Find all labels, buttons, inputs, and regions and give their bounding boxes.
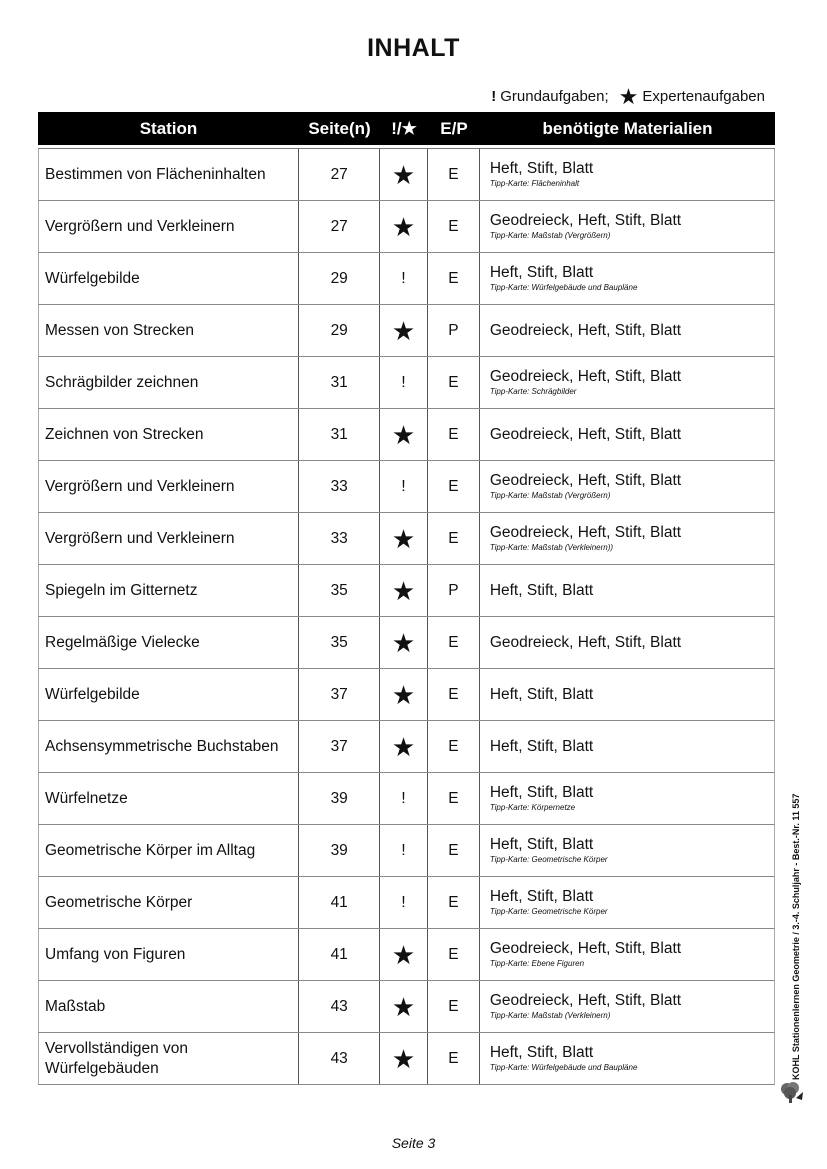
table-row	[38, 773, 775, 825]
page-number-cell: 43	[299, 1033, 380, 1084]
tipp-karte-note: Tipp-Karte: Würfelgebäude und Baupläne	[489, 1063, 638, 1072]
tipp-karte-note: Tipp-Karte: Maßstab (Verkleinern))	[489, 543, 614, 552]
station-name: Würfelgebilde	[39, 253, 299, 304]
star-icon: ★	[618, 84, 639, 109]
ep-cell: E	[428, 513, 480, 564]
page-number-cell: 41	[299, 929, 380, 980]
materials-text: Heft, Stift, Blatt	[489, 888, 594, 905]
star-icon	[380, 409, 428, 460]
materials-cell	[480, 461, 774, 512]
page-number: Seite 3	[391, 1135, 436, 1151]
ep-cell: E	[428, 669, 480, 720]
table-row	[38, 825, 775, 877]
table-row	[38, 357, 775, 409]
page-number-cell: 37	[299, 669, 380, 720]
materials-cell	[480, 929, 774, 980]
station-name: Vergrößern und Verkleinern	[39, 513, 299, 564]
star-icon	[380, 149, 428, 200]
materials-text: Heft, Stift, Blatt	[489, 264, 594, 281]
station-name: Schrägbilder zeichnen	[39, 357, 299, 408]
tipp-karte-note: Tipp-Karte: Ebene Figuren	[489, 959, 585, 968]
materials-cell	[480, 253, 774, 304]
grund-symbol: !	[401, 373, 406, 391]
ep-cell: E	[428, 773, 480, 824]
star-icon	[380, 929, 428, 980]
experten-symbol: ★	[391, 627, 416, 658]
grund-symbol: !	[401, 477, 406, 495]
materials-cell	[480, 617, 774, 668]
table-row	[38, 981, 775, 1033]
ep-cell: E	[428, 357, 480, 408]
materials-cell	[480, 877, 774, 928]
header-materialien: benötigte Materialien	[542, 118, 713, 138]
station-name: Spiegeln im Gitternetz	[39, 565, 299, 616]
materials-cell	[480, 305, 774, 356]
station-name: Vergrößern und Verkleinern	[39, 461, 299, 512]
experten-symbol: ★	[391, 211, 416, 242]
table-header	[38, 112, 775, 145]
materials-text: Geodreieck, Heft, Stift, Blatt	[489, 524, 682, 541]
materials-text: Heft, Stift, Blatt	[489, 737, 594, 755]
page-number-cell: 33	[299, 513, 380, 564]
table-row	[38, 565, 775, 617]
page-number-cell: 29	[299, 305, 380, 356]
header-ep: E/P	[440, 118, 468, 138]
materials-text: Heft, Stift, Blatt	[489, 685, 594, 703]
star-icon	[380, 201, 428, 252]
exclamation-icon	[380, 877, 428, 928]
sidebar-publisher	[789, 730, 807, 1080]
table-row	[38, 513, 775, 565]
header-seite: Seite(n)	[308, 118, 371, 138]
ep-cell: E	[428, 981, 480, 1032]
materials-text: Geodreieck, Heft, Stift, Blatt	[489, 212, 682, 229]
tipp-karte-note: Tipp-Karte: Würfelgebäude und Baupläne	[489, 283, 638, 292]
ep-cell: E	[428, 409, 480, 460]
ep-cell: P	[428, 565, 480, 616]
header-station: Station	[139, 118, 198, 138]
exclamation-icon	[380, 461, 428, 512]
station-name: Umfang von Figuren	[39, 929, 299, 980]
ep-cell: E	[428, 825, 480, 876]
materials-cell	[480, 773, 774, 824]
station-name: Geometrische Körper im Alltag	[39, 825, 299, 876]
exclamation-icon	[380, 773, 428, 824]
experten-symbol: ★	[391, 575, 416, 606]
page-number-cell: 35	[299, 565, 380, 616]
star-icon	[380, 513, 428, 564]
tipp-karte-note: Tipp-Karte: Maßstab (Vergrößern)	[489, 231, 611, 240]
table-row	[38, 721, 775, 773]
ep-cell: E	[428, 201, 480, 252]
star-icon	[380, 617, 428, 668]
ep-cell: P	[428, 305, 480, 356]
experten-symbol: ★	[391, 1043, 416, 1074]
ep-cell: E	[428, 1033, 480, 1084]
materials-cell	[480, 565, 774, 616]
ep-cell: E	[428, 253, 480, 304]
grund-symbol: !	[401, 893, 406, 911]
materials-text: Geodreieck, Heft, Stift, Blatt	[489, 992, 682, 1009]
page-number-cell: 37	[299, 721, 380, 772]
materials-text: Heft, Stift, Blatt	[489, 836, 594, 853]
station-name: Regelmäßige Vielecke	[39, 617, 299, 668]
experten-symbol: ★	[391, 523, 416, 554]
tree-logo-icon	[778, 1080, 804, 1104]
station-name: Zeichnen von Strecken	[39, 409, 299, 460]
experten-symbol: ★	[391, 419, 416, 450]
station-name: Bestimmen von Flächeninhalten	[39, 149, 299, 200]
star-icon	[380, 305, 428, 356]
legend	[491, 84, 765, 109]
page-number-cell: 41	[299, 877, 380, 928]
materials-cell	[480, 721, 774, 772]
star-icon	[380, 1033, 428, 1084]
materials-text: Geodreieck, Heft, Stift, Blatt	[489, 633, 682, 651]
page-number-cell: 31	[299, 357, 380, 408]
page-number-cell: 31	[299, 409, 380, 460]
page-number-cell: 35	[299, 617, 380, 668]
experten-symbol: ★	[391, 939, 416, 970]
exclamation-icon	[380, 825, 428, 876]
station-name: Geometrische Körper	[39, 877, 299, 928]
materials-text: Heft, Stift, Blatt	[489, 784, 594, 801]
sidebar-text: KOHL Stationenlernen Geometrie / 3.-4. Schuljahr - Best.-Nr. 11 557	[791, 793, 801, 1080]
table-row	[38, 253, 775, 305]
grund-symbol: !	[401, 789, 406, 807]
page-number-cell: 27	[299, 201, 380, 252]
table-row	[38, 305, 775, 357]
materials-cell	[480, 669, 774, 720]
grund-symbol: !	[401, 841, 406, 859]
ep-cell: E	[428, 721, 480, 772]
table-row	[38, 617, 775, 669]
page-number-cell: 27	[299, 149, 380, 200]
station-name: Vervollständigen von Würfelgebäuden	[39, 1033, 299, 1084]
exclamation-icon	[380, 253, 428, 304]
materials-cell	[480, 357, 774, 408]
page-title: INHALT	[367, 34, 460, 62]
table-row	[38, 1033, 775, 1085]
table-row	[38, 149, 775, 201]
legend-experten-label: Expertenaufgaben	[642, 88, 765, 105]
materials-text: Heft, Stift, Blatt	[489, 160, 594, 177]
table-row	[38, 929, 775, 981]
materials-cell	[480, 513, 774, 564]
table-row	[38, 201, 775, 253]
materials-text: Heft, Stift, Blatt	[489, 581, 594, 599]
materials-text: Geodreieck, Heft, Stift, Blatt	[489, 368, 682, 385]
table-row	[38, 877, 775, 929]
materials-cell	[480, 201, 774, 252]
materials-cell	[480, 1033, 774, 1084]
star-icon	[380, 981, 428, 1032]
grund-symbol: !	[401, 269, 406, 287]
station-name: Würfelnetze	[39, 773, 299, 824]
station-name: Vergrößern und Verkleinern	[39, 201, 299, 252]
tipp-karte-note: Tipp-Karte: Schrägbilder	[489, 387, 577, 396]
station-name: Maßstab	[39, 981, 299, 1032]
tipp-karte-note: Tipp-Karte: Maßstab (Vergrößern)	[489, 491, 611, 500]
tipp-karte-note: Tipp-Karte: Geometrische Körper	[489, 855, 608, 864]
header-symbol: !/★	[391, 118, 417, 138]
page-number-cell: 33	[299, 461, 380, 512]
ep-cell: E	[428, 461, 480, 512]
tipp-karte-note: Tipp-Karte: Maßstab (Verkleinern)	[489, 1011, 611, 1020]
materials-text: Geodreieck, Heft, Stift, Blatt	[489, 472, 682, 489]
page-number-cell: 43	[299, 981, 380, 1032]
table-row	[38, 409, 775, 461]
tipp-karte-note: Tipp-Karte: Körpernetze	[489, 803, 576, 812]
table-row	[38, 669, 775, 721]
tipp-karte-note: Tipp-Karte: Geometrische Körper	[489, 907, 608, 916]
experten-symbol: ★	[391, 159, 416, 190]
exclamation-icon: !	[491, 88, 497, 105]
station-name: Würfelgebilde	[39, 669, 299, 720]
table-row	[38, 461, 775, 513]
legend-grund-label: Grundaufgaben;	[500, 88, 609, 105]
ep-cell: E	[428, 149, 480, 200]
materials-text: Geodreieck, Heft, Stift, Blatt	[489, 321, 682, 339]
ep-cell: E	[428, 877, 480, 928]
ep-cell: E	[428, 617, 480, 668]
materials-cell	[480, 981, 774, 1032]
experten-symbol: ★	[391, 731, 416, 762]
star-icon	[380, 721, 428, 772]
materials-text: Geodreieck, Heft, Stift, Blatt	[489, 425, 682, 443]
station-name: Messen von Strecken	[39, 305, 299, 356]
page-number-cell: 39	[299, 773, 380, 824]
page-number-cell: 29	[299, 253, 380, 304]
station-name: Achsensymmetrische Buchstaben	[39, 721, 299, 772]
table-body	[38, 148, 775, 1085]
ep-cell: E	[428, 929, 480, 980]
contents-table	[38, 112, 775, 1085]
materials-cell	[480, 825, 774, 876]
tipp-karte-note: Tipp-Karte: Flächeninhalt	[489, 179, 580, 188]
star-icon	[380, 565, 428, 616]
experten-symbol: ★	[391, 315, 416, 346]
page-number-cell: 39	[299, 825, 380, 876]
experten-symbol: ★	[391, 991, 416, 1022]
star-icon	[380, 669, 428, 720]
materials-cell	[480, 149, 774, 200]
materials-text: Heft, Stift, Blatt	[489, 1044, 594, 1061]
materials-text: Geodreieck, Heft, Stift, Blatt	[489, 940, 682, 957]
experten-symbol: ★	[391, 679, 416, 710]
exclamation-icon	[380, 357, 428, 408]
materials-cell	[480, 409, 774, 460]
